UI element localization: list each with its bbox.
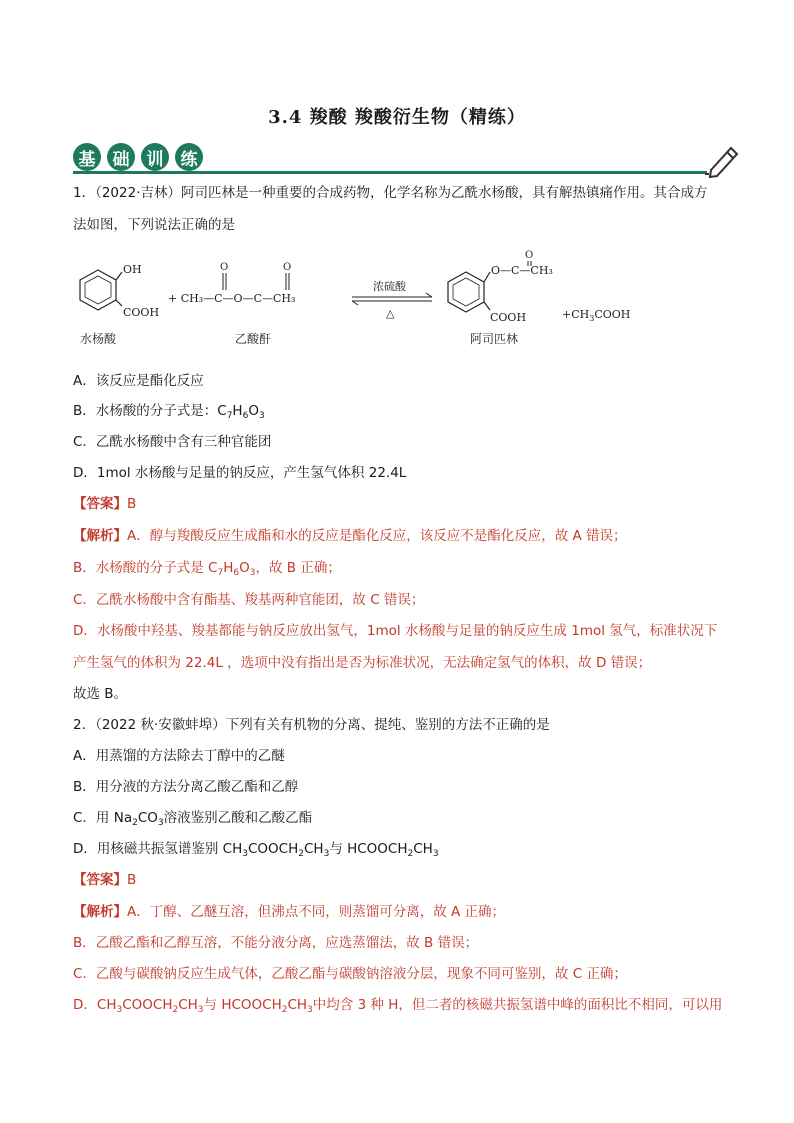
oh-label: OH <box>123 263 142 276</box>
q2-analysis-a: 【解析】A．丁醇、乙醚互溶，但沸点不同，则蒸馏可分离，故 A 正确； <box>73 904 506 920</box>
cooh-label: COOH <box>123 306 160 319</box>
heat-label: △ <box>386 307 395 320</box>
pencil-icon <box>705 140 743 178</box>
anhydride-formula: + CH₃—C—O—C—CH₃ <box>168 292 296 305</box>
salicylic-acid-structure <box>80 263 159 346</box>
q1-stem-line1: 1．（2022·吉林）阿司匹林是一种重要的合成药物，化学名称为乙酰水杨酸，具有解热镇痛作用。其合成方 <box>73 185 708 201</box>
ester-label: O—C—CH₃ <box>491 264 553 277</box>
q2-option-a: A．用蒸馏的方法除去丁醇中的乙醚 <box>73 748 285 764</box>
q2-option-c: C．用 $Na_2CO_3$溶液鉴别乙酸和乙酸乙酯 <box>73 810 313 828</box>
banner-char: 基 <box>73 143 101 171</box>
banner-char: 练 <box>175 143 203 171</box>
label-aspirin: 阿司匹林 <box>470 332 519 346</box>
q2-answer: 【答案】B <box>73 872 137 888</box>
reaction-scheme <box>70 250 650 350</box>
q1-option-c: C．乙酰水杨酸中含有三种官能团 <box>73 434 272 450</box>
product-cooh-label: COOH <box>490 311 527 324</box>
o-top-label: O <box>525 250 534 261</box>
q1-analysis-b: B．水杨酸的分子式是 $C_7H_6O_3$，故 B 正确； <box>73 560 341 578</box>
banner-char: 训 <box>141 143 169 171</box>
o-top-label: O <box>220 262 229 273</box>
banner-title <box>73 143 203 171</box>
q2-analysis-d: D．$CH_3COOCH_2CH_3$与 $HCOOCH_2CH_3$中均含 3 种 H，但二者的核磁共振氢谱中峰的面积比不相同，可以用 <box>73 997 723 1015</box>
banner-char: 础 <box>107 143 135 171</box>
q2-option-b: B．用分液的方法分离乙酸乙酯和乙醇 <box>73 779 299 795</box>
q1-option-d: D．1mol 水杨酸与足量的钠反应，产生氢气体积 22.4L <box>73 465 407 481</box>
q2-option-d: D．用核磁共振氢谱鉴别 $CH_3COOCH_2CH_3$与 $HCOOCH_2CH_3$ <box>73 841 439 859</box>
label-salicylic: 水杨酸 <box>80 332 117 346</box>
byproduct-formula: $+CH_3COOH$ <box>562 308 631 323</box>
q1-option-b: B．水杨酸的分子式是：$C_7H_6O_3$ <box>73 403 265 421</box>
page-title: 3.4 羧酸 羧酸衍生物（精练） <box>268 107 526 128</box>
q1-option-a: A．该反应是酯化反应 <box>73 373 204 389</box>
section-banner <box>73 140 743 180</box>
q2-analysis-b: B．乙酸乙酯和乙醇互溶，不能分液分离，应选蒸馏法，故 B 错误； <box>73 935 479 951</box>
q1-stem-line2: 法如图，下列说法正确的是 <box>73 217 235 233</box>
reaction-arrow <box>352 279 432 320</box>
q1-analysis-d-line1: D．水杨酸中羟基、羧基都能与钠反应放出氢气，1mol 水杨酸与足量的钠反应生成 1mol 氢气，标准状况下 <box>73 623 718 639</box>
q1-conclusion: 故选 B。 <box>73 686 128 702</box>
aspirin-structure <box>448 250 553 346</box>
banner-underline <box>73 171 707 174</box>
q2-stem: 2．（2022 秋·安徽蚌埠）下列有关有机物的分离、提纯、鉴别的方法不正确的是 <box>73 717 550 733</box>
q1-analysis-d-line2: 产生氢气的体积为 22.4L ，选项中没有指出是否为标准状况，无法确定氢气的体积，故 D 错误； <box>73 655 652 671</box>
q1-analysis-a: 【解析】A．醇与羧酸反应生成酯和水的反应是酯化反应，该反应不是酯化反应，故 A 错误； <box>73 528 627 544</box>
q1-answer: 【答案】B <box>73 496 137 512</box>
label-anhydride: 乙酸酐 <box>235 332 272 346</box>
q2-analysis-c: C．乙酸与碳酸钠反应生成气体，乙酸乙酯与碳酸钠溶液分层，现象不同可鉴别，故 C 正确； <box>73 966 627 982</box>
acetic-anhydride-structure <box>168 262 295 346</box>
o-top-label: O <box>283 262 292 273</box>
reagent-label: 浓硫酸 <box>373 280 406 293</box>
q1-analysis-c: C．乙酰水杨酸中含有酯基、羧基两种官能团，故 C 错误； <box>73 592 425 608</box>
